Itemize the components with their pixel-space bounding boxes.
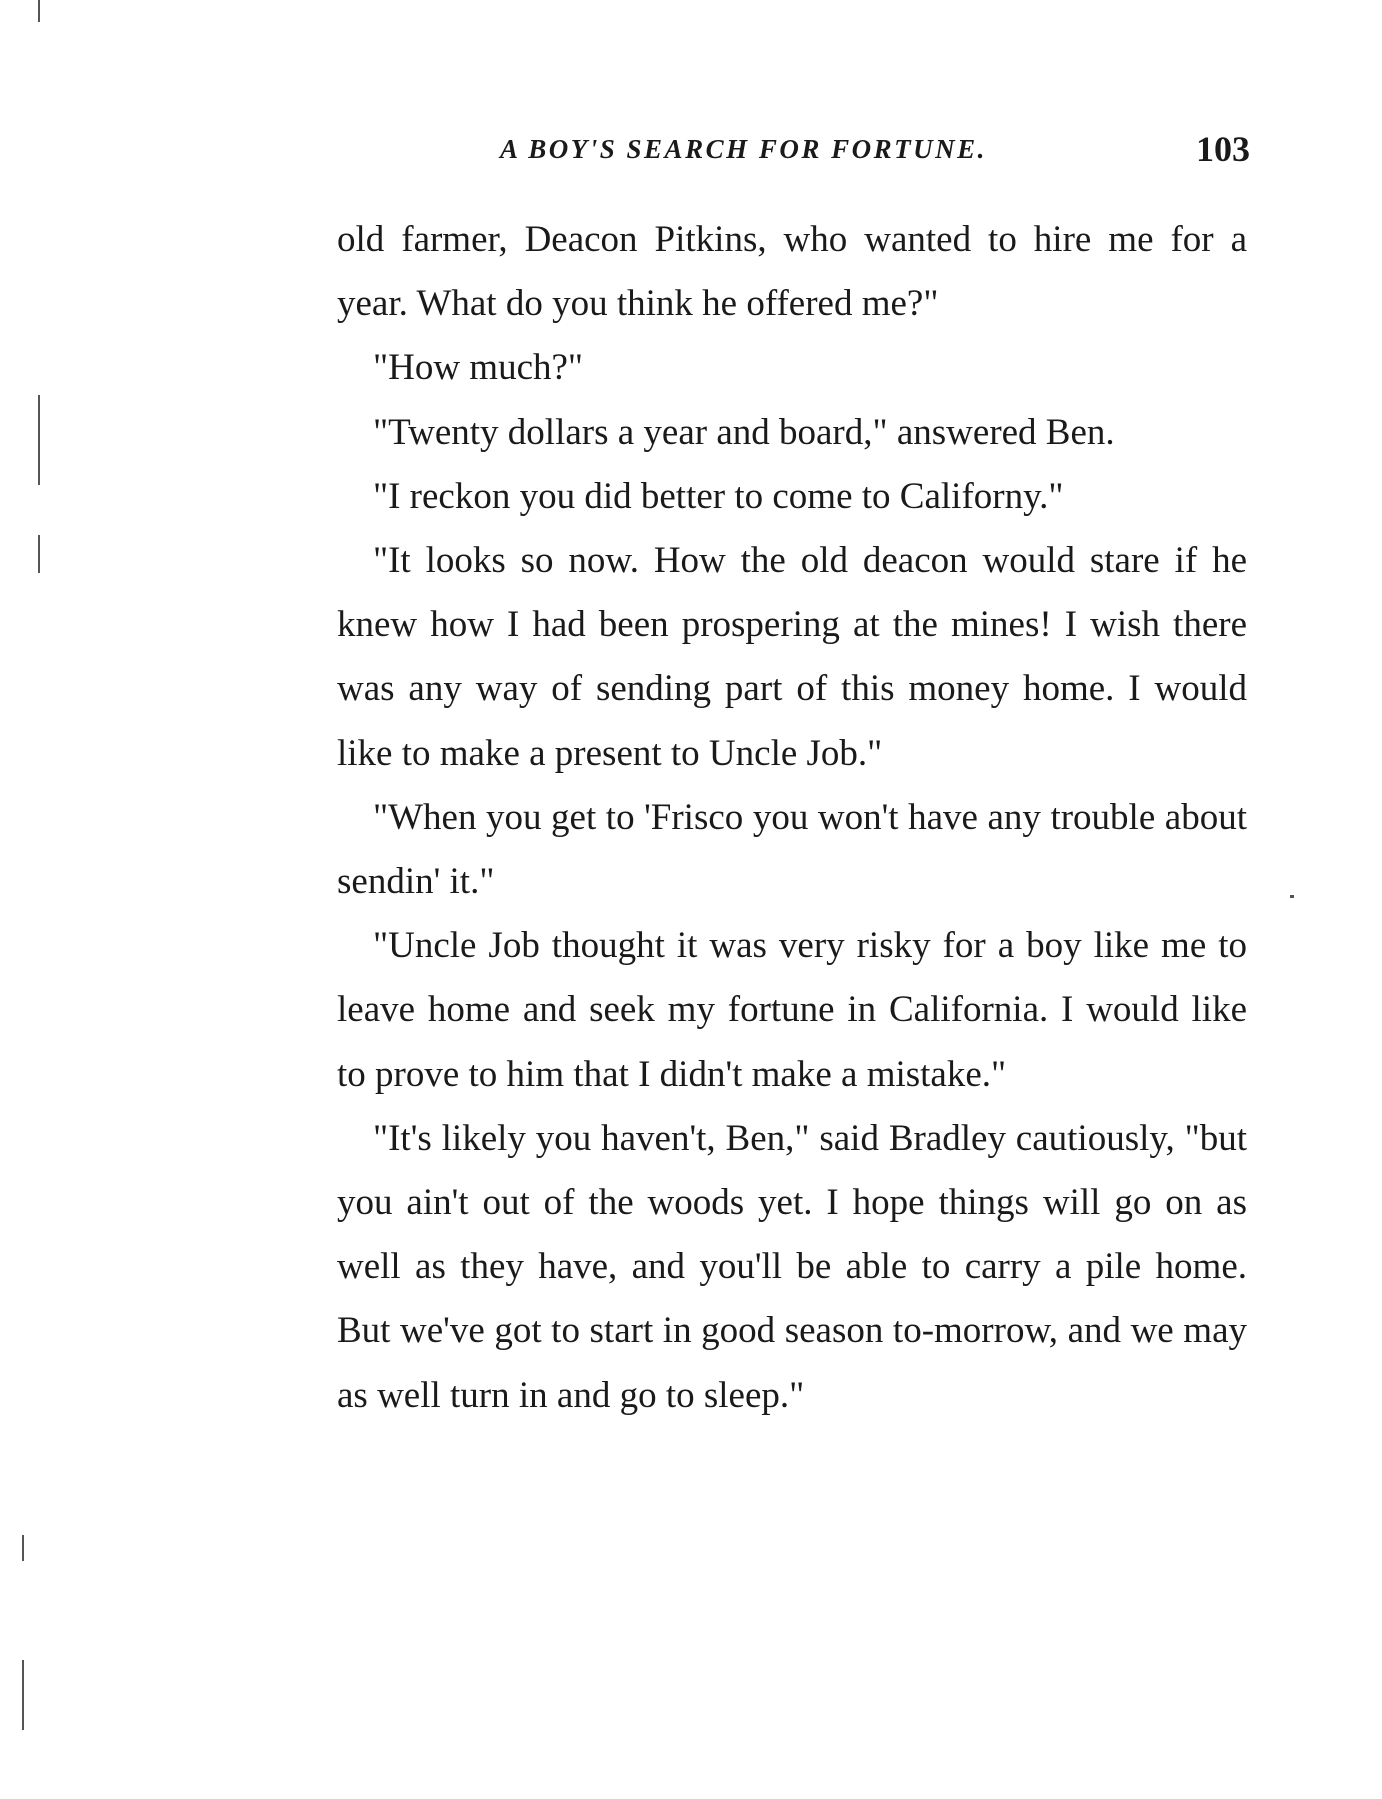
paragraph: "I reckon you did better to come to Californy." xyxy=(373,475,1064,517)
running-head-title: A BOY'S SEARCH FOR FORTUNE. xyxy=(500,134,987,164)
scan-mark xyxy=(38,395,40,485)
paragraph: "How much?" xyxy=(373,347,584,389)
paragraph: "Uncle Job thought it was very risky for a boy like me to leave home and seek my fortune in California. I would like to prove to him that I didn't make a mistake." xyxy=(337,925,1247,1095)
body-text xyxy=(337,208,1247,1428)
paragraph: "Twenty dollars a year and board," answered Ben. xyxy=(373,411,1115,453)
scan-mark xyxy=(38,0,40,22)
paragraph: "It's likely you haven't, Ben," said Bradley cautiously, "but you ain't out of the woods yet. I hope things will go on as well as they have, and you'll be able to carry a pile home. But we've got to start in good season to-morrow, and we may as well turn in and go to sleep." xyxy=(337,1117,1247,1416)
paragraph: "When you get to 'Frisco you won't have any trouble about sendin' it." xyxy=(337,796,1247,903)
running-head xyxy=(500,128,1250,178)
paragraph: "It looks so now. How the old deacon would stare if he knew how I had been prospering at the mines! I wish there was any way of sending part of this money home. I would like to make a present to Uncle Job." xyxy=(337,540,1247,774)
scan-mark xyxy=(22,1535,24,1561)
paragraph: old farmer, Deacon Pitkins, who wanted to hire me for a year. What do you think he offered me?" xyxy=(337,219,1247,325)
scan-mark xyxy=(38,535,40,573)
page-number: 103 xyxy=(1196,129,1250,169)
scan-mark xyxy=(1290,895,1294,898)
scan-mark xyxy=(22,1660,24,1730)
